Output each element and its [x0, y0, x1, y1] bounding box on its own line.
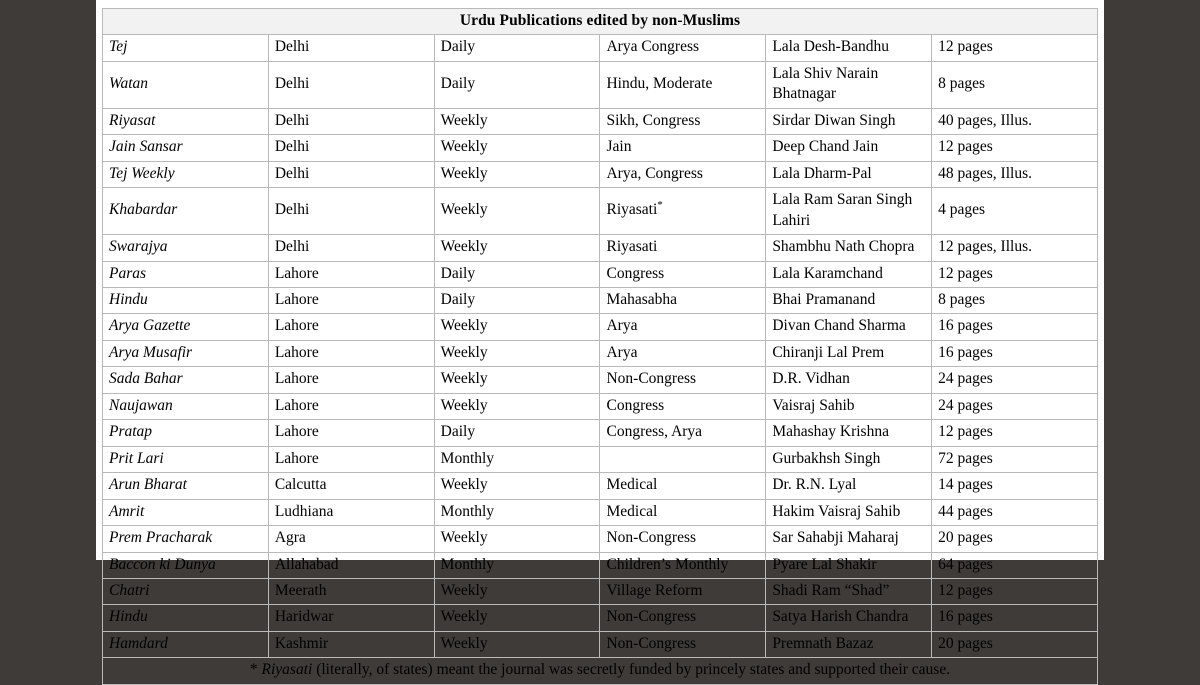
cell-city: Lahore	[268, 446, 434, 472]
table-row	[103, 287, 1098, 313]
table-row	[103, 314, 1098, 340]
table-title: Urdu Publications edited by non-Muslims	[103, 9, 1098, 35]
cell-pages: 16 pages	[932, 340, 1098, 366]
cell-city: Delhi	[268, 35, 434, 61]
cell-editor: Premnath Bazaz	[766, 631, 932, 657]
cell-pages: 12 pages	[932, 578, 1098, 604]
cell-affiliation: Arya Congress	[600, 35, 766, 61]
cell-pages: 12 pages, Illus.	[932, 235, 1098, 261]
cell-pages: 12 pages	[932, 35, 1098, 61]
table-row	[103, 340, 1098, 366]
table-row	[103, 161, 1098, 187]
cell-pages: 16 pages	[932, 605, 1098, 631]
cell-frequency: Daily	[434, 35, 600, 61]
cell-frequency: Weekly	[434, 161, 600, 187]
cell-affiliation: Congress	[600, 261, 766, 287]
cell-affiliation: Arya	[600, 340, 766, 366]
cell-name: Prem Pracharak	[103, 526, 269, 552]
cell-editor: Pyare Lal Shakir	[766, 552, 932, 578]
cell-affiliation: Non-Congress	[600, 605, 766, 631]
cell-editor: D.R. Vidhan	[766, 367, 932, 393]
cell-affiliation: Medical	[600, 499, 766, 525]
cell-city: Delhi	[268, 188, 434, 235]
cell-editor: Satya Harish Chandra	[766, 605, 932, 631]
document-page	[96, 0, 1104, 679]
cell-frequency: Weekly	[434, 108, 600, 134]
cell-city: Lahore	[268, 314, 434, 340]
table-row	[103, 578, 1098, 604]
footnote-text: (literally, of states) meant the journal was secretly funded by princely states and supported their cause.	[316, 661, 951, 679]
cell-affiliation: Jain	[600, 135, 766, 161]
cell-name: Hamdard	[103, 631, 269, 657]
cell-pages: 16 pages	[932, 314, 1098, 340]
cell-frequency: Monthly	[434, 499, 600, 525]
cell-name: Hindu	[103, 605, 269, 631]
cell-frequency: Weekly	[434, 526, 600, 552]
cell-editor: Chiranji Lal Prem	[766, 340, 932, 366]
table-row	[103, 367, 1098, 393]
table-body	[103, 9, 1098, 35]
cell-editor: Mahashay Krishna	[766, 420, 932, 446]
cell-city: Kashmir	[268, 631, 434, 657]
cell-pages: 14 pages	[932, 473, 1098, 499]
cell-frequency: Weekly	[434, 235, 600, 261]
cell-name: Tej	[103, 35, 269, 61]
cell-frequency: Monthly	[434, 552, 600, 578]
publications-table	[102, 8, 1098, 685]
cell-city: Delhi	[268, 135, 434, 161]
cell-frequency: Weekly	[434, 605, 600, 631]
cell-frequency: Weekly	[434, 135, 600, 161]
cell-frequency: Weekly	[434, 188, 600, 235]
cell-city: Calcutta	[268, 473, 434, 499]
cell-frequency: Monthly	[434, 446, 600, 472]
cell-city: Delhi	[268, 61, 434, 108]
table-row	[103, 473, 1098, 499]
cell-name: Prit Lari	[103, 446, 269, 472]
cell-city: Lahore	[268, 393, 434, 419]
cell-pages: 24 pages	[932, 367, 1098, 393]
cell-name: Arya Gazette	[103, 314, 269, 340]
cell-affiliation: Riyasati*	[600, 188, 766, 235]
cell-pages: 8 pages	[932, 61, 1098, 108]
cell-editor: Deep Chand Jain	[766, 135, 932, 161]
cell-editor: Bhai Pramanand	[766, 287, 932, 313]
cell-frequency: Weekly	[434, 393, 600, 419]
table-row	[103, 35, 1098, 61]
cell-pages: 44 pages	[932, 499, 1098, 525]
table-title-row	[103, 9, 1098, 35]
cell-name: Jain Sansar	[103, 135, 269, 161]
cell-name: Paras	[103, 261, 269, 287]
cell-affiliation	[600, 446, 766, 472]
table-row	[103, 605, 1098, 631]
cell-city: Meerath	[268, 578, 434, 604]
cell-editor: Shadi Ram “Shad”	[766, 578, 932, 604]
cell-frequency: Weekly	[434, 578, 600, 604]
cell-frequency: Daily	[434, 261, 600, 287]
cell-editor: Sirdar Diwan Singh	[766, 108, 932, 134]
cell-affiliation: Riyasati	[600, 235, 766, 261]
cell-name: Naujawan	[103, 393, 269, 419]
cell-name: Arya Musafir	[103, 340, 269, 366]
table-row	[103, 188, 1098, 235]
cell-name: Khabardar	[103, 188, 269, 235]
cell-city: Haridwar	[268, 605, 434, 631]
table-row	[103, 393, 1098, 419]
cell-affiliation: Congress	[600, 393, 766, 419]
cell-frequency: Daily	[434, 287, 600, 313]
cell-affiliation: Hindu, Moderate	[600, 61, 766, 108]
cell-affiliation: Non-Congress	[600, 526, 766, 552]
cell-editor: Hakim Vaisraj Sahib	[766, 499, 932, 525]
table-row	[103, 658, 1098, 684]
table-row	[103, 261, 1098, 287]
table-row	[103, 135, 1098, 161]
cell-editor: Vaisraj Sahib	[766, 393, 932, 419]
table-row	[103, 631, 1098, 657]
cell-name: Chatri	[103, 578, 269, 604]
cell-affiliation: Sikh, Congress	[600, 108, 766, 134]
footnote	[103, 658, 1098, 684]
cell-city: Lahore	[268, 420, 434, 446]
cell-name: Pratap	[103, 420, 269, 446]
table-rows	[103, 35, 1098, 658]
cell-name: Riyasat	[103, 108, 269, 134]
cell-affiliation: Congress, Arya	[600, 420, 766, 446]
cell-city: Agra	[268, 526, 434, 552]
cell-city: Delhi	[268, 108, 434, 134]
cell-affiliation: Non-Congress	[600, 631, 766, 657]
cell-city: Delhi	[268, 235, 434, 261]
cell-editor: Lala Desh-Bandhu	[766, 35, 932, 61]
cell-editor: Sar Sahabji Maharaj	[766, 526, 932, 552]
cell-editor: Lala Dharm-Pal	[766, 161, 932, 187]
cell-editor: Lala Ram Saran Singh Lahiri	[766, 188, 932, 235]
cell-frequency: Weekly	[434, 367, 600, 393]
footnote-star-marker: *	[657, 199, 663, 212]
cell-city: Lahore	[268, 340, 434, 366]
cell-name: Hindu	[103, 287, 269, 313]
cell-affiliation: Arya	[600, 314, 766, 340]
table-row	[103, 446, 1098, 472]
cell-pages: 12 pages	[932, 420, 1098, 446]
table-row	[103, 552, 1098, 578]
table-row	[103, 526, 1098, 552]
cell-pages: 4 pages	[932, 188, 1098, 235]
table-row	[103, 499, 1098, 525]
cell-name: Arun Bharat	[103, 473, 269, 499]
cell-affiliation: Medical	[600, 473, 766, 499]
cell-affiliation: Arya, Congress	[600, 161, 766, 187]
cell-editor: Dr. R.N. Lyal	[766, 473, 932, 499]
cell-editor: Lala Karamchand	[766, 261, 932, 287]
cell-frequency: Weekly	[434, 473, 600, 499]
cell-affiliation: Children’s Monthly	[600, 552, 766, 578]
cell-name: Amrit	[103, 499, 269, 525]
cell-pages: 24 pages	[932, 393, 1098, 419]
cell-pages: 20 pages	[932, 526, 1098, 552]
cell-pages: 8 pages	[932, 287, 1098, 313]
cell-name: Swarajya	[103, 235, 269, 261]
cell-city: Ludhiana	[268, 499, 434, 525]
cell-name: Tej Weekly	[103, 161, 269, 187]
cell-editor: Lala Shiv Narain Bhatnagar	[766, 61, 932, 108]
cell-frequency: Daily	[434, 420, 600, 446]
cell-city: Delhi	[268, 161, 434, 187]
cell-pages: 12 pages	[932, 135, 1098, 161]
table-row	[103, 108, 1098, 134]
cell-pages: 20 pages	[932, 631, 1098, 657]
footnote-term: Riyasati	[261, 661, 313, 679]
cell-frequency: Daily	[434, 61, 600, 108]
cell-editor: Shambhu Nath Chopra	[766, 235, 932, 261]
cell-frequency: Weekly	[434, 340, 600, 366]
cell-pages: 48 pages, Illus.	[932, 161, 1098, 187]
table-row	[103, 61, 1098, 108]
cell-frequency: Weekly	[434, 314, 600, 340]
cell-name: Baccon ki Dunya	[103, 552, 269, 578]
cell-city: Lahore	[268, 287, 434, 313]
cell-editor: Divan Chand Sharma	[766, 314, 932, 340]
cell-pages: 64 pages	[932, 552, 1098, 578]
cell-city: Lahore	[268, 261, 434, 287]
cell-name: Watan	[103, 61, 269, 108]
cell-affiliation: Mahasabha	[600, 287, 766, 313]
cell-affiliation: Non-Congress	[600, 367, 766, 393]
cell-city: Allahabad	[268, 552, 434, 578]
footnote-marker: *	[249, 661, 258, 679]
cell-affiliation: Village Reform	[600, 578, 766, 604]
table-container	[96, 0, 1104, 685]
cell-pages: 72 pages	[932, 446, 1098, 472]
table-footnote-row	[103, 658, 1098, 684]
cell-pages: 12 pages	[932, 261, 1098, 287]
cell-frequency: Weekly	[434, 631, 600, 657]
table-row	[103, 420, 1098, 446]
cell-editor: Gurbakhsh Singh	[766, 446, 932, 472]
cell-pages: 40 pages, Illus.	[932, 108, 1098, 134]
table-row	[103, 235, 1098, 261]
cell-name: Sada Bahar	[103, 367, 269, 393]
cell-city: Lahore	[268, 367, 434, 393]
